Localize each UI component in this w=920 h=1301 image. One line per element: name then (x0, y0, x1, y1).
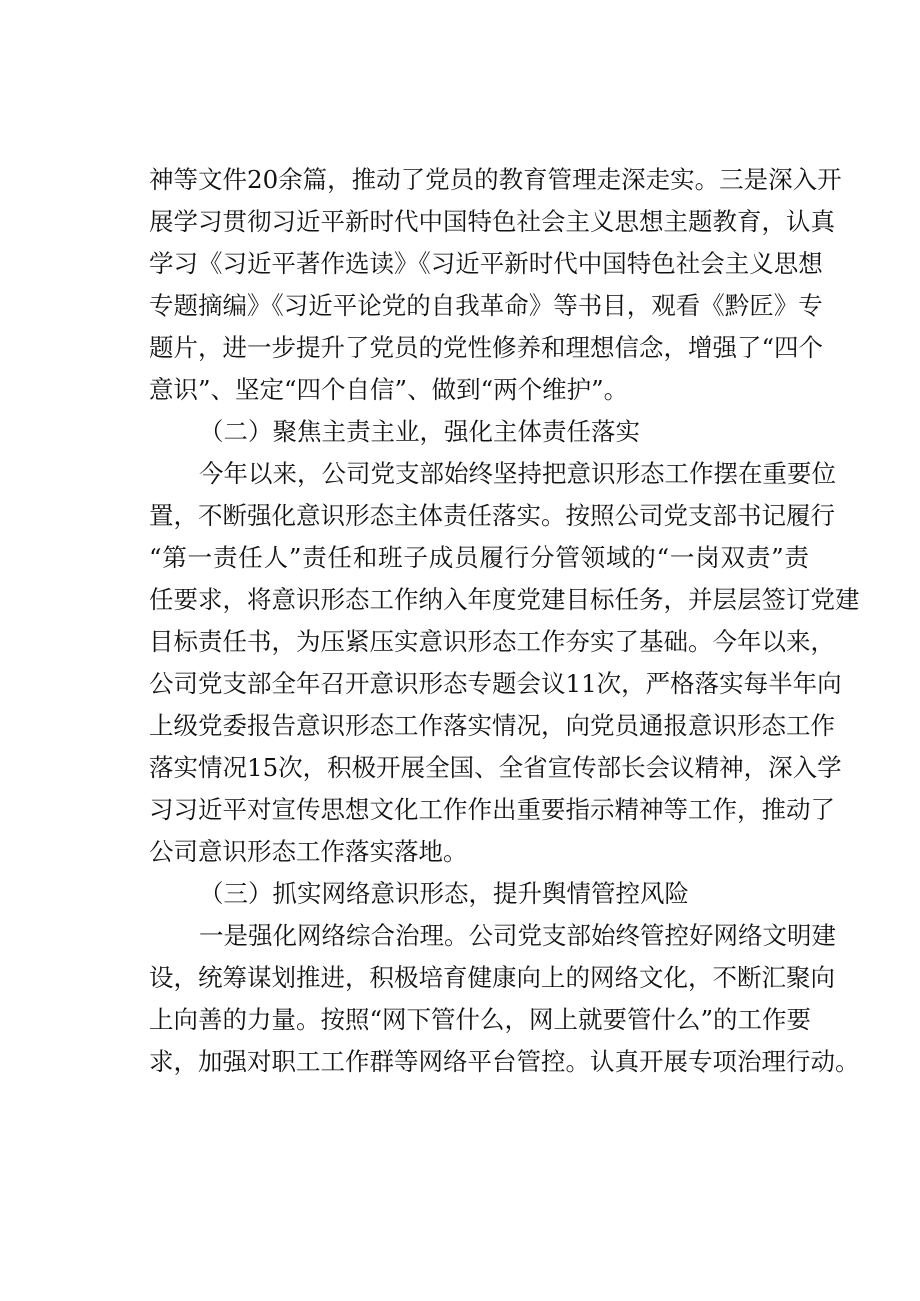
section-heading-2: （二）聚焦主责主业，强化主体责任落实 (199, 417, 640, 446)
paragraph-line: 上向善的力量。按照“网下管什么，网上就要管什么”的工作要 (149, 1005, 812, 1034)
paragraph-line: 神等文件20余篇，推动了党员的教育管理走深走实。三是深入开 (149, 165, 842, 194)
paragraph-line: 求，加强对职工工作群等网络平台管控。认真开展专项治理行动。 (149, 1047, 860, 1076)
section-heading-3: （三）抓实网络意识形态，提升舆情管控风险 (199, 879, 689, 908)
paragraph-line: 一是强化网络综合治理。公司党支部始终管控好网络文明建 (199, 921, 836, 950)
paragraph-line: 目标责任书，为压紧压实意识形态工作夯实了基础。今年以来， (149, 627, 835, 656)
paragraph-line: 习习近平对宣传思想文化工作作出重要指示精神等工作，推动了 (149, 795, 835, 824)
paragraph-line: 设，统筹谋划推进，积极培育健康向上的网络文化，不断汇聚向 (149, 963, 835, 992)
paragraph-line: 公司意识形态工作落实落地。 (149, 837, 468, 866)
paragraph-line: 任要求，将意识形态工作纳入年度党建目标任务，并层层签订党建 (149, 585, 860, 614)
paragraph-line: 上级党委报告意识形态工作落实情况，向党员通报意识形态工作 (149, 711, 835, 740)
paragraph-line: 学习《习近平著作选读》《习近平新时代中国特色社会主义思想 (149, 249, 823, 278)
paragraph-line: 今年以来，公司党支部始终坚持把意识形态工作摆在重要位 (199, 459, 836, 488)
paragraph-line: 专题摘编》《习近平论党的自我革命》等书目，观看《黔匠》专 (149, 291, 823, 320)
paragraph-line: 置，不断强化意识形态主体责任落实。按照公司党支部书记履行 (149, 501, 835, 530)
paragraph-line: 意识”、坚定“四个自信”、做到“两个维护”。 (149, 375, 629, 404)
paragraph-line: 题片，进一步提升了党员的党性修养和理想信念，增强了“四个 (149, 333, 824, 362)
paragraph-line: 公司党支部全年召开意识形态专题会议11次，严格落实每半年向 (149, 669, 842, 698)
paragraph-line: 展学习贯彻习近平新时代中国特色社会主义思想主题教育，认真 (149, 207, 835, 236)
paragraph-line: 落实情况15次，积极开展全国、全省宣传部长会议精神，深入学 (149, 753, 842, 782)
paragraph-line: “第一责任人”责任和班子成员履行分管领域的“一岗双责”责 (149, 543, 809, 572)
